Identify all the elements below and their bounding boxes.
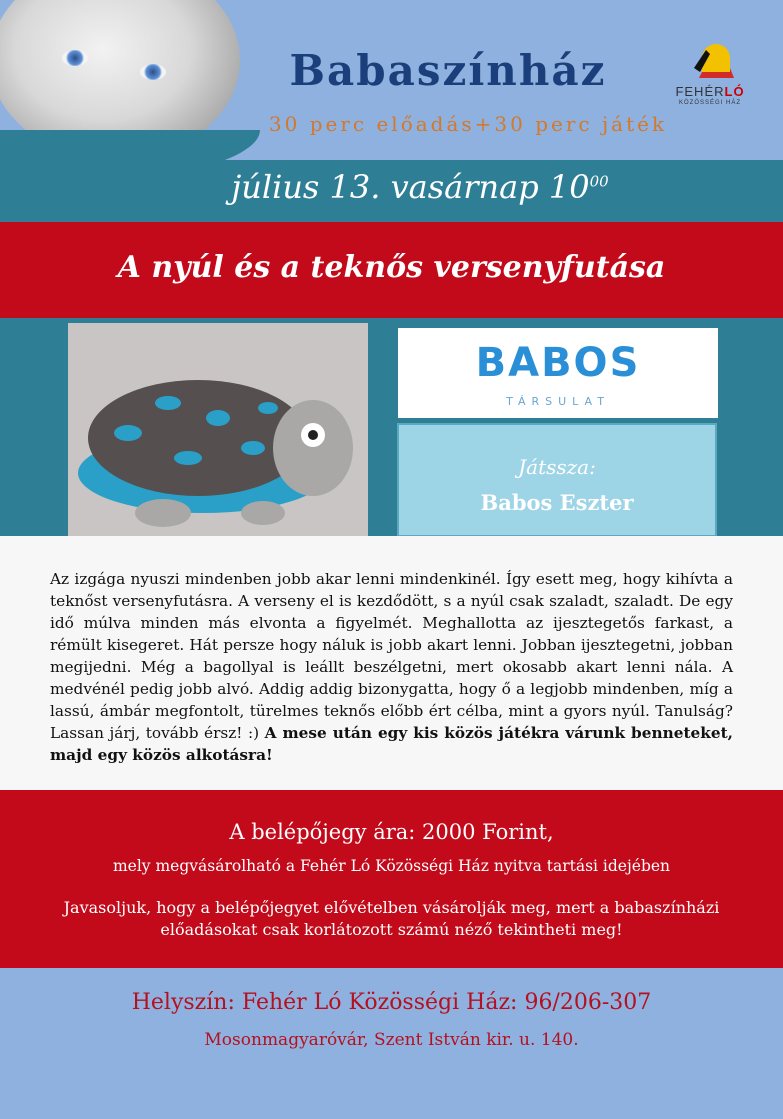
player-label: Játssza: [518,455,596,479]
ticket-advice: Javasoljuk, hogy a belépőjegyet elővételben vásárolják meg, mert a babaszínházi előadásokat csak korlátozott számú néző tekintheti meg! [63,898,720,939]
logo-name-suffix: LÓ [724,84,745,99]
player-name: Babos Eszter [480,490,634,515]
address-line: Mosonmagyaróvár, Szent István kir. u. 140. [204,1030,579,1050]
logo-subtitle: KÖZÖSSÉGI HÁZ [678,100,741,106]
poster-subtitle: 30 perc előadás+30 perc játék [268,112,668,136]
show-title: A nyúl és a teknős versenyfutása [117,250,666,285]
venue-line: Helyszín: Fehér Ló Közösségi Ház: 96/206-307 [131,990,652,1015]
ticket-price: A belépőjegy ára: 2000 Forint, [229,820,554,844]
logo-name [666,84,754,99]
babos-logo-subtitle: TÁRSULAT [506,395,610,408]
event-date [190,168,650,206]
turtle-toy-photo [68,323,368,551]
ticket-band [0,790,783,968]
event-date-text: július 13. vasárnap 10 [231,168,590,206]
story-description [50,568,733,766]
story-text: Az izgága nyuszi mindenben jobb akar lenni mindenkinél. Így esett meg, hogy kihívta a teknőst versenyfutásra. A verseny el is kezdődött, s a nyúl csak szaladt, szaladt. De egy idő múlva minden más elvonta a figyelmét. Meghallotta az ijesztegetős farkast, a rémült kisegeret. Hát persze hogy náluk is jobb akart lenni. Jobban ijesztegetni, jobban megijedni. Még a bagollyal is leállt beszélgetni, mert okosabb akart lenni nála. A medvénél pedig jobb alvó. Addig addig bizonygatta, hogy ő a legjobb mindenben, míg a lassú, ámbár megfontolt, türelmes teknős előbb ért célba, mint a gyors nyúl. Tanulság? Lassan járj, tovább érsz! :) [50,570,733,742]
baby-eye-right [140,64,166,80]
event-time-minutes: 00 [589,172,609,191]
logo-name-prefix: FEHÉR [675,84,725,99]
player-box [397,423,717,537]
babos-logo: BABOS [475,340,641,386]
turtle-leg [241,501,285,525]
ticket-note: mely megvásárolható a Fehér Ló Közösségi Ház nyitva tartási idejében [112,857,671,875]
turtle-head [273,400,353,496]
turtle-leg [135,499,191,527]
baby-eye-left [62,50,88,66]
poster-title: Babaszínház [289,46,607,95]
story-invitation: A mese után egy kis közös játékra várunk benneteket, majd egy közös alkotásra! [50,724,733,764]
